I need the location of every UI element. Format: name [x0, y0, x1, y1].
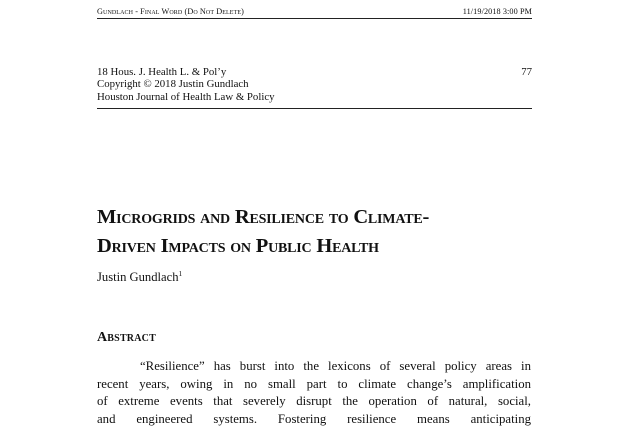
journal-cite: 18 Hous. J. Health L. & Pol’y — [97, 66, 227, 78]
running-head-rule — [97, 18, 532, 19]
citation-rule — [97, 108, 532, 109]
author-byline — [97, 269, 182, 285]
abstract-line: and engineered systems. Fostering resilience means anticipating — [97, 411, 531, 426]
author-name: Justin Gundlach — [97, 270, 179, 284]
running-head-left: Gundlach - Final Word (Do Not Delete) — [97, 6, 244, 16]
abstract-body — [97, 358, 531, 428]
citation-block — [97, 66, 532, 103]
article-title — [97, 203, 534, 261]
abstract-line: of extreme events that severely disrupt the operation of natural, social, — [97, 394, 531, 409]
abstract-heading: Abstract — [97, 330, 156, 345]
abstract-line: recent years, owing in no small part to climate change’s amplification — [97, 376, 531, 391]
running-head — [97, 4, 532, 18]
author-footnote-marker[interactable]: 1 — [178, 269, 183, 278]
article-title-line-1: Microgrids and Resilience to Climate- — [97, 206, 430, 228]
abstract-line: “Resilience” has burst into the lexicons of several policy areas in — [140, 359, 531, 373]
copyright-line: Copyright © 2018 Justin Gundlach — [97, 78, 249, 91]
article-title-line-2: Driven Impacts on Public Health — [97, 235, 379, 257]
journal-name: Houston Journal of Health Law & Policy — [97, 90, 275, 103]
running-head-date: 11/19/2018 3:00 PM — [462, 6, 532, 16]
page-number: 77 — [521, 66, 532, 78]
